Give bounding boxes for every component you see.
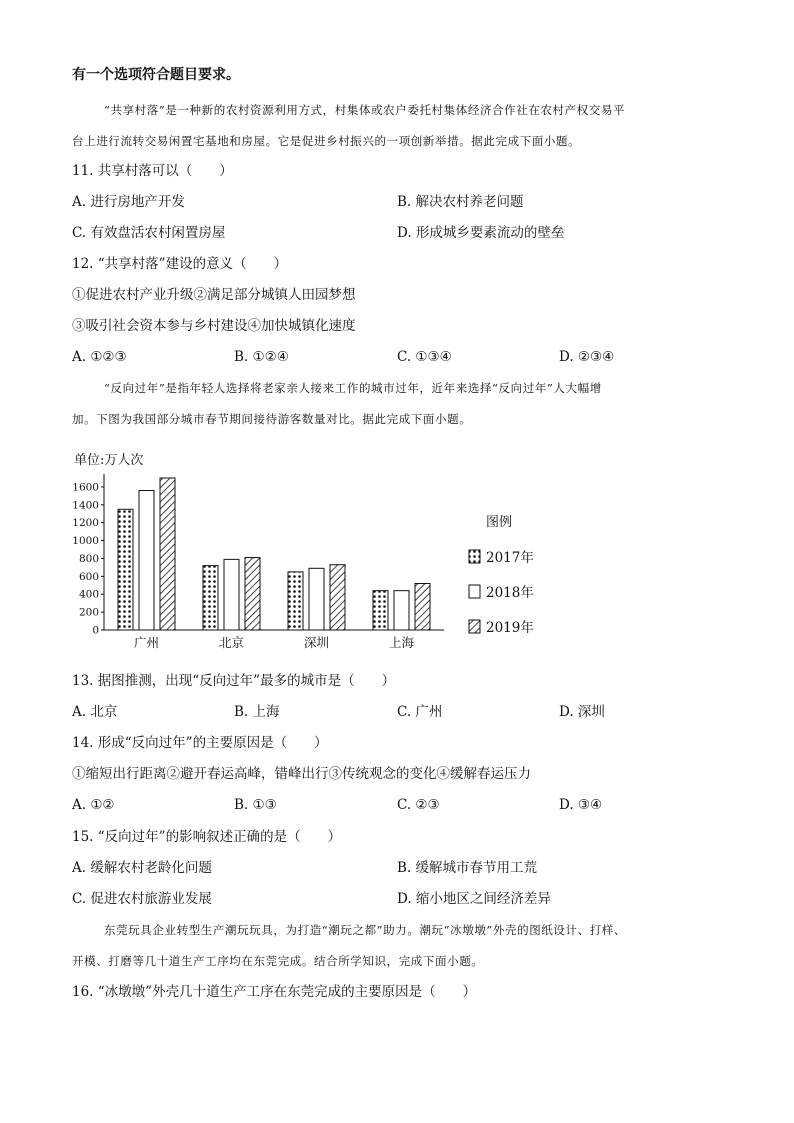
question-stem: 15. “反向过年”的影响叙述正确的是（ ） xyxy=(72,829,342,845)
legend-label: 2018年 xyxy=(486,585,534,601)
option-d[interactable]: D. 形成城乡要素流动的壁垒 xyxy=(397,225,565,241)
y-tick-label: 400 xyxy=(78,588,99,601)
option-c[interactable]: C. 有效盘活农村闲置房屋 xyxy=(72,225,226,241)
option-b[interactable]: B. 缓解城市春节用工荒 xyxy=(397,860,538,876)
y-tick-label: 200 xyxy=(78,606,99,619)
option-a[interactable]: A. ①② xyxy=(72,797,115,813)
y-tick-label: 1600 xyxy=(72,481,99,494)
option-b[interactable]: B. 解决农村养老问题 xyxy=(397,194,524,210)
option-d[interactable]: D. ②③④ xyxy=(559,349,615,365)
question-stem: 12. “共享村落”建设的意义（ ） xyxy=(72,256,288,272)
option-a[interactable]: A. 北京 xyxy=(72,704,118,720)
passage-2-line-2: 加。下图为我国部分城市春节期间接待游客数量对比。据此完成下面小题。 xyxy=(72,412,472,426)
option-d[interactable]: D. ③④ xyxy=(559,797,603,813)
bar-2017年-深圳 xyxy=(288,572,303,630)
y-tick-label: 1200 xyxy=(72,517,99,530)
option-a[interactable]: A. ①②③ xyxy=(72,349,127,365)
legend-title: 图例 xyxy=(486,515,513,530)
option-a[interactable]: A. 缓解农村老龄化问题 xyxy=(72,860,212,876)
x-tick-label: 广州 xyxy=(133,635,160,650)
bar-2019年-深圳 xyxy=(330,565,345,630)
x-tick-label: 深圳 xyxy=(303,635,330,650)
legend-swatch xyxy=(469,550,480,563)
option-d[interactable]: D. 缩小地区之间经济差异 xyxy=(397,891,551,907)
bar-2017年-北京 xyxy=(203,566,218,630)
bar-2018年-北京 xyxy=(224,559,239,630)
option-b[interactable]: B. ①③ xyxy=(234,797,277,813)
passage-1-line-2: 台上进行流转交易闲置宅基地和房屋。它是促进乡村振兴的一项创新举措。据此完成下面小题。 xyxy=(72,134,581,148)
statement-line-1: ①缩短出行距离②避开春运高峰，错峰出行③传统观念的变化④缓解春运压力 xyxy=(72,766,531,782)
bar-2019年-北京 xyxy=(245,558,260,630)
instruction-line: 有一个选项符合题目要求。 xyxy=(72,67,240,83)
option-c[interactable]: C. 促进农村旅游业发展 xyxy=(72,891,212,907)
question-stem: 14. 形成“反向过年”的主要原因是（ ） xyxy=(72,735,328,751)
bar-2018年-上海 xyxy=(394,591,409,630)
question-stem: 16. “冰墩墩”外壳几十道生产工序在东莞完成的主要原因是（ ） xyxy=(72,984,477,1000)
passage-2-line-1: “反向过年”是指年轻人选择将老家亲人接来工作的城市过年，近年来选择“反向过年”人大幅增 xyxy=(104,381,602,395)
plot-area xyxy=(72,474,444,650)
legend-swatch xyxy=(469,620,480,633)
bar-2018年-深圳 xyxy=(309,568,324,630)
legend-swatch xyxy=(469,585,480,598)
x-tick-label: 上海 xyxy=(388,635,415,650)
statement-line-2: ③吸引社会资本参与乡村建设④加快城镇化速度 xyxy=(72,318,356,334)
y-tick-label: 600 xyxy=(78,570,99,583)
y-tick-label: 0 xyxy=(92,624,99,637)
passage-3-line-2: 开模、打磨等几十道生产工序均在东莞完成。结合所学知识，完成下面小题。 xyxy=(72,954,484,968)
passage-3-line-1: 东莞玩具企业转型生产潮玩玩具，为打造“潮玩之都”助力。潮玩“冰墩墩”外壳的图纸设计、打样、 xyxy=(104,923,627,937)
legend-label: 2019年 xyxy=(486,620,534,636)
option-c[interactable]: C. ②③ xyxy=(397,797,440,813)
option-a[interactable]: A. 进行房地产开发 xyxy=(72,194,185,210)
legend xyxy=(469,515,534,636)
y-tick-label: 1000 xyxy=(72,535,99,548)
question-stem: 13. 据图推测，出现“反向过年”最多的城市是（ ） xyxy=(72,673,396,689)
x-tick-label: 北京 xyxy=(218,635,245,650)
passage-1-line-1: “共享村落”是一种新的农村资源利用方式，村集体或农户委托村集体经济合作社在农村产权交易平 xyxy=(104,103,626,117)
option-c[interactable]: C. 广州 xyxy=(397,704,443,720)
option-b[interactable]: B. 上海 xyxy=(234,704,280,720)
y-tick-label: 1400 xyxy=(72,499,99,512)
bar-2017年-广州 xyxy=(118,509,133,630)
option-c[interactable]: C. ①③④ xyxy=(397,349,452,365)
bar-2019年-广州 xyxy=(160,478,175,630)
option-b[interactable]: B. ①②④ xyxy=(234,349,289,365)
option-d[interactable]: D. 深圳 xyxy=(559,704,605,720)
bar-chart xyxy=(62,444,542,654)
legend-label: 2017年 xyxy=(486,550,534,566)
bar-2018年-广州 xyxy=(139,491,154,630)
bar-2017年-上海 xyxy=(373,591,388,630)
bar-2019年-上海 xyxy=(415,584,430,630)
question-stem: 11. 共享村落可以（ ） xyxy=(72,163,233,179)
statement-line-1: ①促进农村产业升级②满足部分城镇人田园梦想 xyxy=(72,287,356,303)
unit-label: 单位:万人次 xyxy=(74,453,144,468)
y-tick-label: 800 xyxy=(78,552,99,565)
